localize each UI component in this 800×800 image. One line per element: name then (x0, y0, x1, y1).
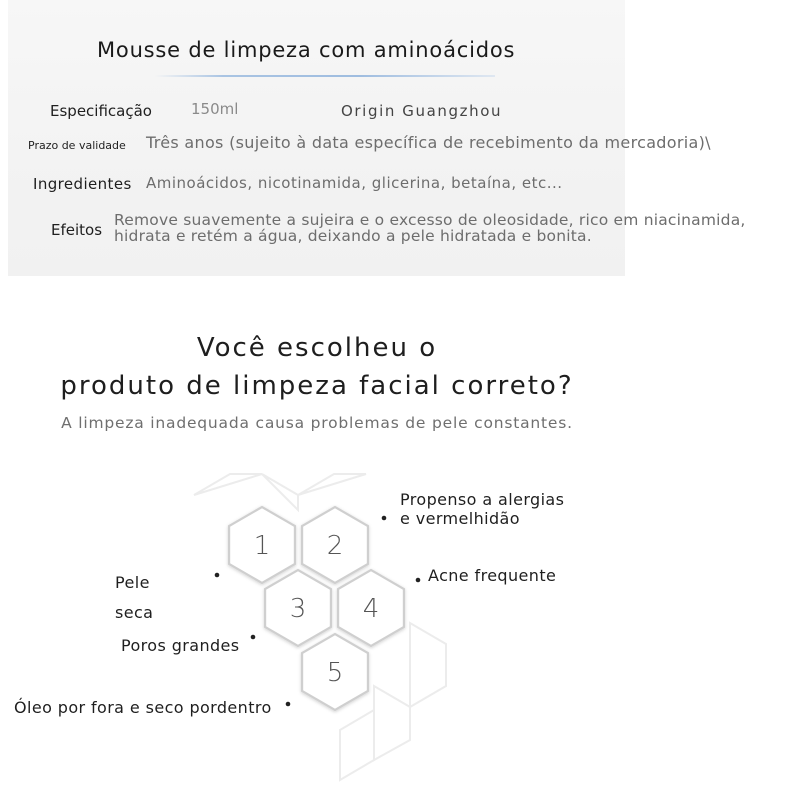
problem-label-2-line1: Propenso a alergias (400, 490, 565, 509)
problem-label-5: Óleo por fora e seco pordentro (14, 698, 272, 717)
problem-label-1-line1: Pele (115, 573, 150, 592)
problem-number-1: 1 (253, 531, 271, 561)
problem-label-4: Acne frequente (428, 566, 557, 585)
leader-dot-3 (251, 635, 256, 640)
problem-number-5: 5 (326, 658, 344, 688)
problem-hexagons (229, 507, 404, 710)
shelf-life-label: Prazo de validade (28, 139, 126, 152)
problem-number-3: 3 (289, 594, 307, 624)
problem-label-2-line2: e vermelhidão (400, 509, 520, 528)
effects-value-line1: Remove suavemente a sujeira e o excesso de oleosidade, rico em niacinamida, (114, 211, 746, 229)
problem-label-1-line2: seca (115, 603, 154, 622)
problem-number-2: 2 (326, 531, 344, 561)
question-headline-line1: Você escolheu o (196, 333, 438, 363)
specification-value: 150ml (191, 100, 239, 118)
problem-number-4: 4 (362, 594, 380, 624)
problem-label-2 (400, 490, 564, 528)
specification-label: Especificação (50, 102, 152, 120)
ingredients-label: Ingredientes (33, 175, 132, 193)
ingredients-value: Aminoácidos, nicotinamida, glicerina, betaína, etc... (146, 174, 563, 192)
leader-dot-4 (416, 578, 421, 583)
product-title: Mousse de limpeza com aminoácidos (97, 38, 516, 62)
effects-label: Efeitos (51, 221, 103, 239)
leader-dot-2 (382, 516, 387, 521)
question-subtitle: A limpeza inadequada causa problemas de pele constantes. (61, 414, 573, 432)
shelf-life-value: Três anos (sujeito à data específica de recebimento da mercadoria)\ (146, 133, 711, 152)
problem-label-1 (115, 568, 153, 628)
leader-dot-1 (215, 573, 220, 578)
problem-label-3: Poros grandes (121, 636, 240, 655)
leader-dot-5 (286, 702, 291, 707)
question-headline-line2: produto de limpeza facial correto? (60, 371, 574, 401)
effects-value-line2: hidrata e retém a água, deixando a pele hidratada e bonita. (114, 227, 592, 245)
origin-value: Origin Guangzhou (341, 102, 503, 120)
